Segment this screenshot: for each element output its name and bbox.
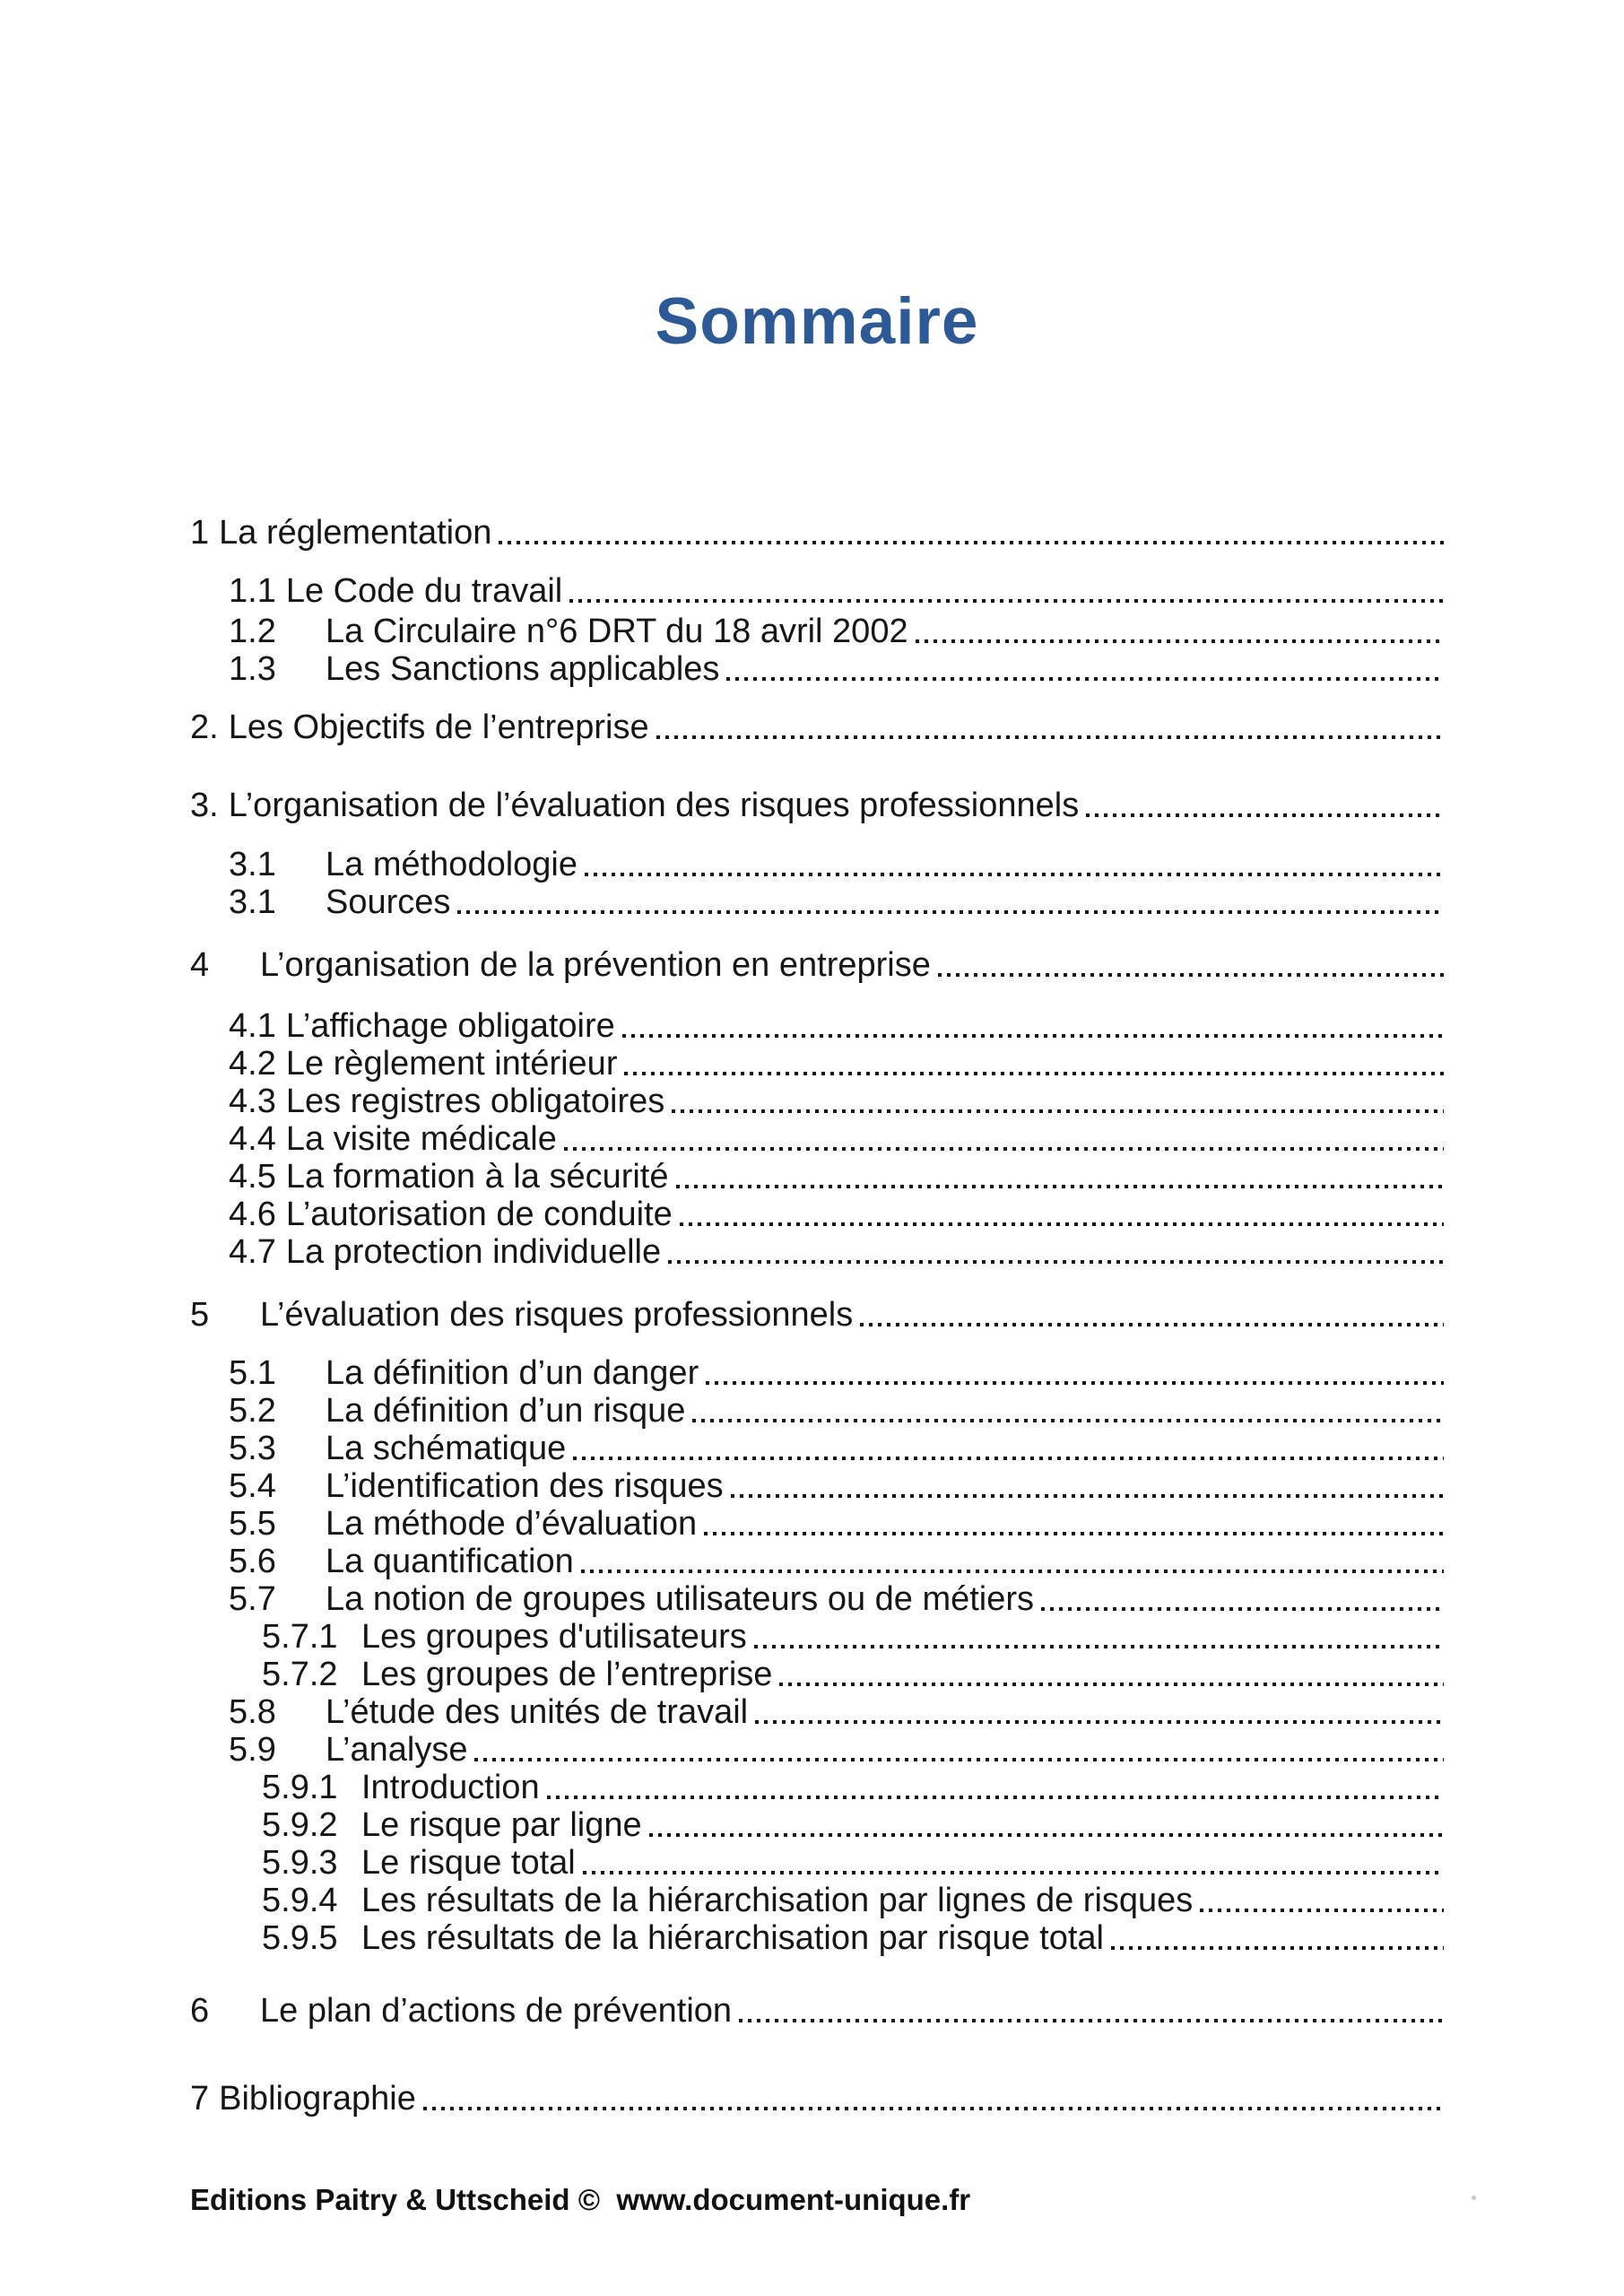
toc-entry (190, 1233, 1444, 1271)
dotted-leader (755, 1693, 1444, 1731)
toc-entry (190, 1430, 1444, 1467)
toc-entry-label: Les résultats de la hiérarchisation par risque total (361, 1919, 1105, 1957)
toc-entry-number: 5.9.1 (262, 1769, 338, 1806)
toc-entry-label: Les registres obligatoires (285, 1083, 665, 1120)
toc-entry-number: 4.5 (229, 1158, 276, 1196)
dotted-leader (692, 1392, 1444, 1430)
toc-entry (190, 1806, 1444, 1844)
toc-entry-number: 5 (190, 1296, 210, 1334)
toc-entry-number: 5.1 (229, 1354, 276, 1392)
toc-entry (190, 2080, 1444, 2118)
toc-entry (190, 1392, 1444, 1430)
footer-publisher: Editions Paitry & Uttscheid © www.document-unique.fr (190, 2183, 971, 2216)
toc-entry-number: 5.7 (229, 1580, 276, 1618)
toc-entry-label: La définition d’un danger (326, 1354, 699, 1392)
dotted-leader (583, 1844, 1444, 1882)
dotted-leader (573, 1430, 1444, 1467)
toc-entry (190, 613, 1444, 650)
toc-entry (190, 846, 1444, 883)
toc-entry-label: La notion de groupes utilisateurs ou de métiers (326, 1580, 1035, 1618)
toc-entry-number: 7 (190, 2080, 210, 2118)
toc-entry-number: 5.2 (229, 1392, 276, 1430)
toc-entry (190, 1543, 1444, 1580)
toc-entry (190, 787, 1444, 824)
toc-entry-label: La définition d’un risque (326, 1392, 686, 1430)
toc-entry-number: 5.9.4 (262, 1882, 338, 1919)
dotted-leader (585, 846, 1444, 883)
toc-entry-number: 5.9.3 (262, 1844, 338, 1882)
toc-entry-number: 4.1 (229, 1007, 276, 1045)
toc-entry-number: 1.1 (229, 572, 276, 610)
dotted-leader (754, 1618, 1444, 1656)
dotted-leader (680, 1196, 1444, 1233)
toc-entry (190, 1045, 1444, 1083)
toc-entry-label: Sources (326, 883, 451, 921)
toc-entry-label: Introduction (361, 1769, 540, 1806)
toc-entry-number: 5.8 (229, 1693, 276, 1731)
toc-entry-number: 5.7.2 (262, 1656, 338, 1693)
dotted-leader (916, 613, 1444, 650)
toc-entry-label: L’étude des unités de travail (326, 1693, 749, 1731)
toc-list (190, 514, 1444, 2118)
dotted-leader (564, 1120, 1444, 1158)
toc-entry-number: 5.9.2 (262, 1806, 338, 1844)
dotted-leader (423, 2080, 1444, 2118)
toc-entry-label: La réglementation (219, 514, 492, 552)
toc-entry (190, 1580, 1444, 1618)
toc-entry-label: Les Objectifs de l’entreprise (228, 709, 649, 746)
dotted-leader (668, 1233, 1444, 1271)
toc-entry (190, 1505, 1444, 1543)
scan-artifact-dot (1472, 2196, 1476, 2200)
toc-entry (190, 1467, 1444, 1505)
toc-entry-label: Le plan d’actions de prévention (260, 1992, 733, 2030)
dotted-leader (676, 1158, 1445, 1196)
toc-entry-label: L’analyse (326, 1731, 468, 1769)
dotted-leader (938, 946, 1444, 984)
dotted-leader (704, 1505, 1444, 1543)
toc-entry-label: La méthode d’évaluation (326, 1505, 698, 1543)
page-title: Sommaire (655, 285, 979, 358)
toc-entry-number: 4.3 (229, 1083, 276, 1120)
toc-entry-label: L’affichage obligatoire (285, 1007, 615, 1045)
toc-entry (190, 1007, 1444, 1045)
toc-entry-label: La protection individuelle (285, 1233, 662, 1271)
toc-entry (190, 1618, 1444, 1656)
toc-entry-label: La formation à la sécurité (285, 1158, 669, 1196)
toc-entry-number: 2. (190, 709, 219, 746)
toc-entry (190, 514, 1444, 552)
dotted-leader (547, 1769, 1444, 1806)
dotted-leader (569, 572, 1444, 610)
toc-entry-label: Les résultats de la hiérarchisation par lignes de risques (361, 1882, 1194, 1919)
toc-entry (190, 1693, 1444, 1731)
toc-entry-label: Les Sanctions applicables (326, 650, 720, 688)
toc-entry (190, 1992, 1444, 2030)
toc-entry (190, 1882, 1444, 1919)
toc-entry-number: 5.7.1 (262, 1618, 338, 1656)
toc-entry-label: La schématique (326, 1430, 567, 1467)
toc-entry-label: Les groupes de l’entreprise (361, 1656, 773, 1693)
dotted-leader (1086, 787, 1444, 824)
toc-entry (190, 1120, 1444, 1158)
toc-entry (190, 1296, 1444, 1334)
toc-entry-label: L’autorisation de conduite (285, 1196, 673, 1233)
toc-entry (190, 1354, 1444, 1392)
dotted-leader (581, 1543, 1444, 1580)
dotted-leader (457, 883, 1444, 921)
toc-entry (190, 1844, 1444, 1882)
dotted-leader (1200, 1882, 1444, 1919)
toc-entry-number: 5.9.5 (262, 1919, 338, 1957)
dotted-leader (649, 1806, 1444, 1844)
toc-entry (190, 1769, 1444, 1806)
toc-entry-number: 1 (190, 514, 210, 552)
dotted-leader (474, 1731, 1444, 1769)
dotted-leader (1041, 1580, 1444, 1618)
toc-entry (190, 1196, 1444, 1233)
toc-entry-number: 5.9 (229, 1731, 276, 1769)
dotted-leader (656, 709, 1444, 746)
toc-entry-label: L’organisation de la prévention en entreprise (260, 946, 931, 984)
dotted-leader (731, 1467, 1444, 1505)
toc-entry-number: 4 (190, 946, 210, 984)
toc-entry-number: 3.1 (229, 883, 276, 921)
toc-entry-label: Le risque par ligne (361, 1806, 642, 1844)
toc-entry-label: L’identification des risques (326, 1467, 724, 1505)
toc-entry-number: 3.1 (229, 846, 276, 883)
dotted-leader (779, 1656, 1444, 1693)
dotted-leader (706, 1354, 1444, 1392)
toc-entry-number: 4.2 (229, 1045, 276, 1083)
toc-entry (190, 572, 1444, 610)
toc-entry (190, 946, 1444, 984)
dotted-leader (1111, 1919, 1444, 1957)
dotted-leader (499, 514, 1444, 552)
toc-entry (190, 1158, 1444, 1196)
toc-entry-number: 3. (190, 787, 219, 824)
toc-entry-number: 4.7 (229, 1233, 276, 1271)
toc-entry (190, 1731, 1444, 1769)
toc-entry-label: La visite médicale (285, 1120, 557, 1158)
toc-entry (190, 1919, 1444, 1957)
toc-entry (190, 709, 1444, 746)
dotted-leader (624, 1045, 1444, 1083)
toc-entry (190, 1083, 1444, 1120)
toc-entry-number: 5.6 (229, 1543, 276, 1580)
toc-entry-label: La méthodologie (326, 846, 578, 883)
toc-entry-number: 5.3 (229, 1430, 276, 1467)
toc-entry-number: 6 (190, 1992, 210, 2030)
dotted-leader (672, 1083, 1444, 1120)
dotted-leader (739, 1992, 1444, 2030)
toc-entry-label: Bibliographie (219, 2080, 416, 2118)
toc-entry-label: La Circulaire n°6 DRT du 18 avril 2002 (326, 613, 908, 650)
dotted-leader (860, 1296, 1444, 1334)
toc-entry-label: Le règlement intérieur (285, 1045, 618, 1083)
toc-entry-label: La quantification (326, 1543, 574, 1580)
toc-entry-label: L’évaluation des risques professionnels (260, 1296, 854, 1334)
toc-entry-number: 4.6 (229, 1196, 276, 1233)
toc-entry-number: 4.4 (229, 1120, 276, 1158)
toc-entry (190, 883, 1444, 921)
toc-entry-label: Les groupes d'utilisateurs (361, 1618, 747, 1656)
toc-entry (190, 650, 1444, 688)
toc-entry-label: L’organisation de l’évaluation des risques professionnels (228, 787, 1080, 824)
toc-entry-number: 5.4 (229, 1467, 276, 1505)
toc-entry-number: 1.3 (229, 650, 276, 688)
dotted-leader (726, 650, 1444, 688)
toc-entry-label: Le risque total (361, 1844, 576, 1882)
toc-entry-number: 1.2 (229, 613, 276, 650)
dotted-leader (622, 1007, 1444, 1045)
page-content (190, 0, 1444, 2118)
toc-entry-label: Le Code du travail (285, 572, 563, 610)
toc-entry-number: 5.5 (229, 1505, 276, 1543)
toc-entry (190, 1656, 1444, 1693)
